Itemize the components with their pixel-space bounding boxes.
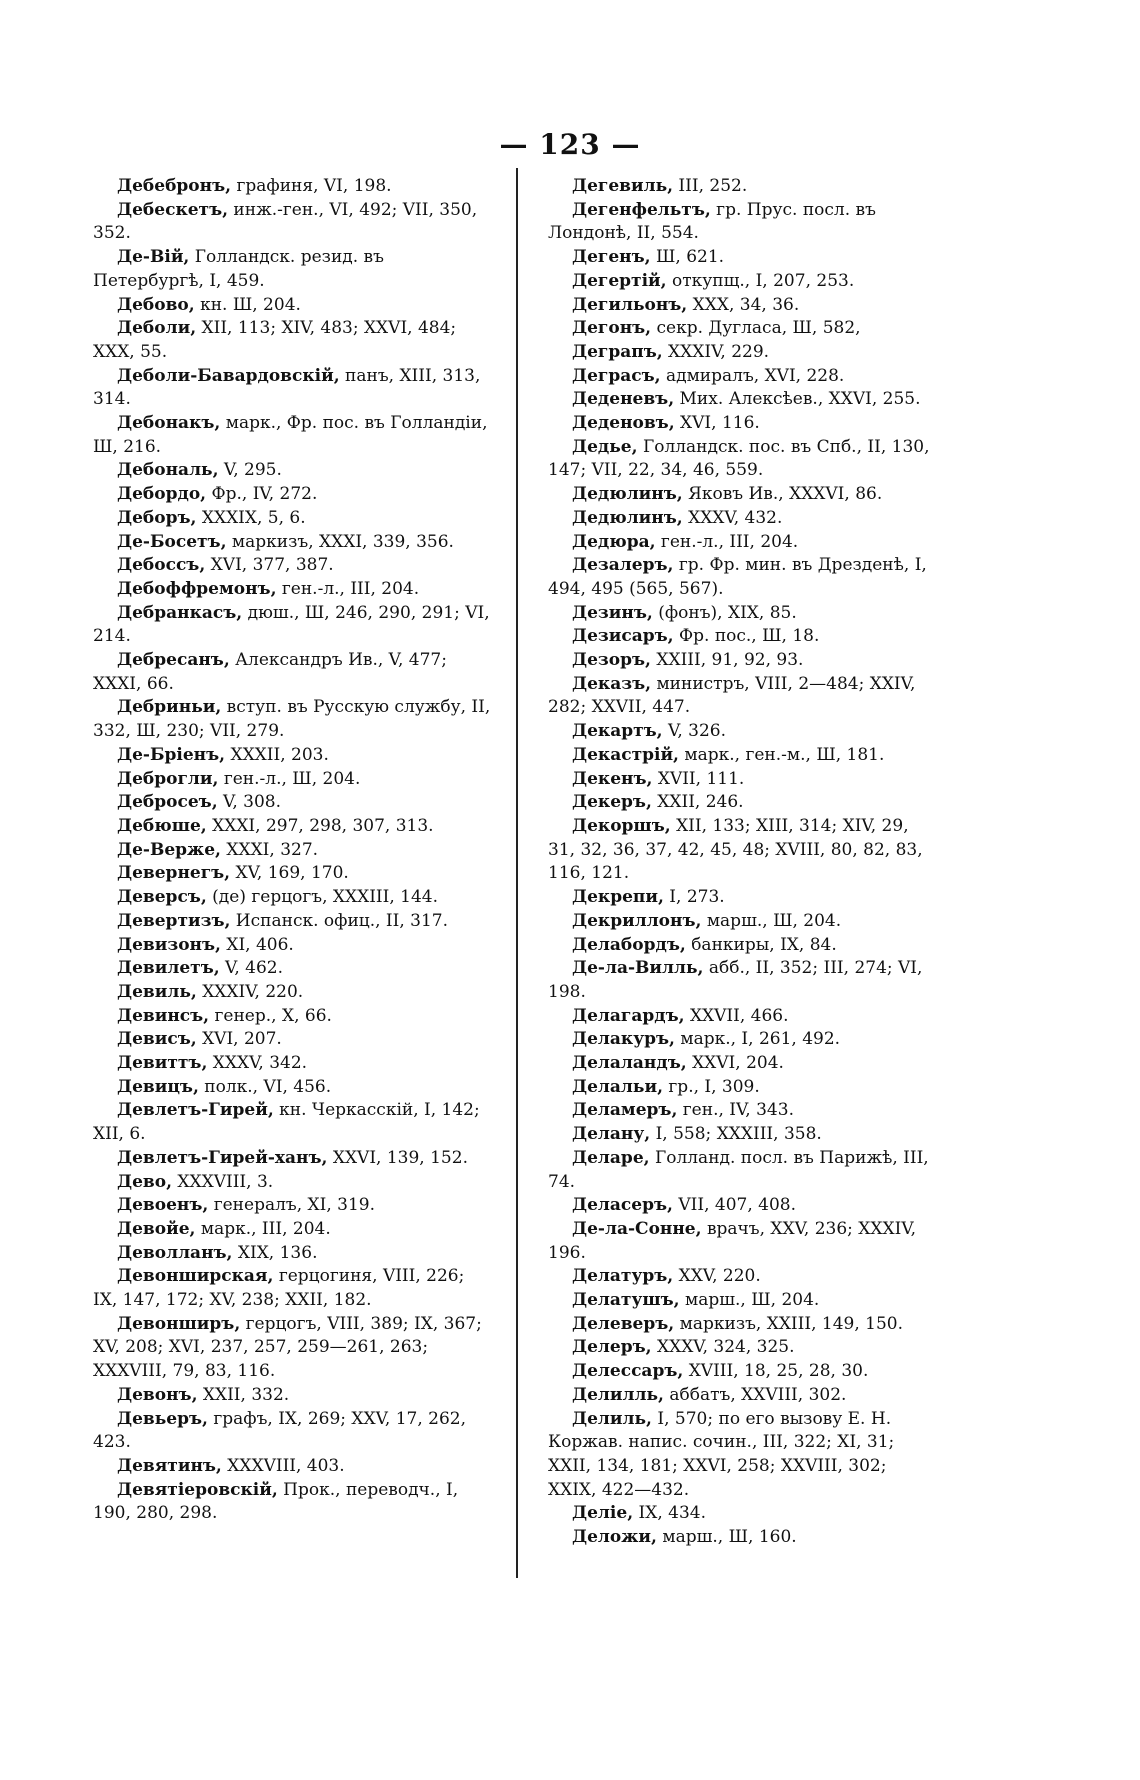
entry-heading: Девоенъ, (117, 1195, 209, 1216)
entry-heading: Делагардъ, (572, 1005, 685, 1026)
entry-references: маркизъ, XXXI, 339, 356. (226, 531, 454, 552)
entry-heading: Дебриньи, (117, 697, 222, 718)
entry-heading: Делальи, (572, 1076, 663, 1097)
entry-references: графъ, IX, 269; XXV, 17, 262, 423. (93, 1408, 467, 1453)
entry-heading: Делеверъ, (572, 1313, 675, 1334)
entry-heading: Деденевъ, (572, 389, 675, 410)
entry-references: XXXI, 327. (220, 839, 319, 860)
index-entry (93, 1455, 493, 1479)
entry-heading: Де-Босетъ, (117, 531, 227, 552)
index-entry (548, 602, 934, 626)
entry-heading: Дедье, (572, 436, 638, 457)
entry-heading: Декрепи, (572, 887, 664, 908)
entry-heading: Декенъ, (572, 768, 653, 789)
entry-references: Ш, 621. (650, 247, 725, 268)
index-entry (548, 1526, 934, 1550)
entry-references: XXVI, 204. (686, 1053, 784, 1074)
entry-references: XXXIV, 229. (662, 341, 770, 362)
index-entry (548, 175, 934, 199)
entry-heading: Девернегъ, (117, 863, 231, 884)
entry-heading: Дебово, (117, 294, 195, 315)
entry-heading: Дебресанъ, (117, 650, 230, 671)
entry-references: Голландск. пос. въ Спб., II, 130, 147; VII, 22, 34, 46, 559. (548, 436, 930, 481)
entry-references: марш., Ш, 204. (679, 1290, 820, 1311)
entry-references: ген.-л., Ш, 204. (218, 768, 361, 789)
entry-references: XII, 113; XIV, 483; XXVI, 484; XXX, 55. (93, 318, 457, 362)
entry-heading: Дебоссъ, (117, 555, 206, 576)
index-entry (93, 1052, 493, 1076)
entry-references: секр. Дугласа, Ш, 582, (651, 318, 861, 339)
index-entry (93, 1099, 493, 1146)
entry-heading: Дебонакъ, (117, 413, 221, 434)
entry-references: марк., Фр. пос. въ Голландіи, Ш, 216. (93, 413, 488, 457)
entry-references: маркизъ, XXIII, 149, 150. (674, 1313, 903, 1334)
index-entry (548, 388, 934, 412)
entry-heading: Делакуръ, (572, 1029, 675, 1050)
index-entry (548, 1265, 934, 1289)
index-entry (93, 1028, 493, 1052)
index-entry (93, 602, 493, 649)
index-entry (548, 1408, 934, 1503)
index-entry (548, 1123, 934, 1147)
entry-references: марк., I, 261, 492. (674, 1029, 841, 1050)
entry-heading: Делаландъ, (572, 1053, 687, 1074)
entry-heading: Делессаръ, (572, 1361, 684, 1382)
index-entry (93, 317, 493, 364)
entry-references: гр. Прус. посл. въ Лондонѣ, II, 554. (548, 199, 876, 244)
entry-heading: Девлетъ-Гирей-ханъ, (117, 1147, 328, 1168)
index-entry (548, 199, 934, 246)
index-entry (93, 1218, 493, 1242)
index-entry (93, 554, 493, 578)
entry-references: аббатъ, XXVIII, 302. (663, 1384, 847, 1405)
entry-references: XV, 169, 170. (230, 863, 349, 884)
index-entry (548, 1052, 934, 1076)
entry-heading: Девилетъ, (117, 958, 220, 979)
index-entry (93, 246, 493, 293)
entry-references: генералъ, XI, 319. (208, 1195, 375, 1216)
index-entry (93, 744, 493, 768)
index-entry (548, 436, 934, 483)
entry-heading: Девиттъ, (117, 1053, 208, 1074)
index-entry (93, 507, 493, 531)
entry-heading: Деволланъ, (117, 1242, 233, 1263)
entry-references: Фр., IV, 272. (206, 484, 318, 505)
entry-heading: Деложи, (572, 1527, 657, 1548)
index-entry (93, 957, 493, 981)
left-column (93, 175, 493, 1526)
entry-heading: Девойе, (117, 1218, 196, 1239)
entry-heading: Дегертій, (572, 270, 667, 291)
entry-references: марк., III, 204. (195, 1218, 331, 1239)
entry-references: VII, 407, 408. (672, 1195, 796, 1216)
entry-heading: Девятіеровскій, (117, 1479, 278, 1500)
entry-references: панъ, XIII, 313, 314. (93, 365, 481, 410)
index-entry (548, 768, 934, 792)
entry-references: XXXV, 324, 325. (651, 1337, 795, 1358)
entry-heading: Дебросеъ, (117, 792, 218, 813)
entry-references: I, 273. (663, 887, 725, 908)
entry-heading: Девисъ, (117, 1029, 197, 1050)
index-entry (548, 483, 934, 507)
entry-references: гр. Фр. мин. въ Дрезденѣ, I, 494, 495 (565, 567). (548, 555, 927, 599)
index-entry (548, 1313, 934, 1337)
index-entry (93, 459, 493, 483)
index-entry (93, 1194, 493, 1218)
index-entry (93, 839, 493, 863)
entry-references: герцогъ, VIII, 389; IX, 367; XV, 208; XVI, 237, 257, 259—261, 263; XXXVIII, 79, 83, 116. (93, 1313, 482, 1382)
entry-heading: Девьеръ, (117, 1408, 208, 1429)
entry-references: министръ, VIII, 2—484; XXIV, 282; XXVII, 447. (548, 673, 916, 718)
index-entry (93, 1005, 493, 1029)
index-entry (93, 862, 493, 886)
index-entry (548, 1099, 934, 1123)
entry-heading: Дегенъ, (572, 247, 651, 268)
index-entry (93, 791, 493, 815)
index-entry (93, 483, 493, 507)
entry-heading: Дебескетъ, (117, 199, 229, 220)
entry-heading: Де-Бріенъ, (117, 744, 226, 765)
entry-heading: Делану, (572, 1124, 651, 1145)
index-entry (548, 1336, 934, 1360)
entry-heading: Дедюлинъ, (572, 507, 683, 528)
entry-heading: Декастрій, (572, 744, 679, 765)
entry-references: вступ. въ Русскую службу, II, 332, Ш, 230; VII, 279. (93, 697, 491, 742)
entry-references: XXIII, 91, 92, 93. (650, 650, 804, 671)
index-entry (93, 768, 493, 792)
entry-heading: Дезисаръ, (572, 626, 674, 647)
index-entry (548, 1076, 934, 1100)
entry-references: ген.-л., III, 204. (655, 531, 799, 552)
entry-heading: Девятинъ, (117, 1455, 222, 1476)
entry-heading: Дебоффремонъ, (117, 578, 277, 599)
entry-references: откупщ., I, 207, 253. (666, 270, 855, 291)
index-entry (93, 1384, 493, 1408)
entry-references: XIX, 136. (232, 1242, 318, 1263)
entry-references: дюш., Ш, 246, 290, 291; VI, 214. (93, 602, 490, 647)
entry-heading: Дедюра, (572, 531, 656, 552)
index-entry (548, 1360, 934, 1384)
entry-heading: Дезинъ, (572, 602, 653, 623)
entry-references: Испанск. офиц., II, 317. (230, 910, 449, 931)
entry-heading: Дебранкасъ, (117, 602, 243, 623)
entry-heading: Деграсъ, (572, 365, 661, 386)
entry-heading: Девиль, (117, 981, 197, 1002)
index-entry (93, 696, 493, 743)
entry-references: V, 462. (219, 958, 284, 979)
entry-references: XXII, 332. (197, 1384, 290, 1405)
entry-heading: Девонъ, (117, 1384, 198, 1405)
entry-references: Александръ Ив., V, 477; XXXI, 66. (93, 650, 447, 694)
entry-heading: Дедюлинъ, (572, 484, 683, 505)
entry-references: абб., II, 352; III, 274; VI, 198. (548, 958, 923, 1002)
entry-heading: Девицъ, (117, 1076, 199, 1097)
entry-heading: Дегенфельтъ, (572, 199, 711, 220)
entry-references: XXXII, 203. (225, 744, 329, 765)
entry-references: III, 252. (673, 176, 748, 196)
index-entry (548, 1289, 934, 1313)
index-entry (93, 1076, 493, 1100)
entry-references: I, 558; XXXIII, 358. (650, 1124, 822, 1145)
entry-references: марк., ген.-м., Ш, 181. (678, 744, 885, 765)
entry-references: V, 326. (662, 721, 726, 742)
index-entry (548, 554, 934, 601)
entry-references: герцогиня, VIII, 226; IX, 147, 172; XV, 238; XXII, 182. (93, 1266, 465, 1311)
index-entry (548, 934, 934, 958)
entry-heading: Деброгли, (117, 768, 219, 789)
entry-references: марш., Ш, 160. (656, 1527, 797, 1548)
entry-references: V, 308. (217, 792, 281, 813)
entry-references: XXV, 220. (673, 1266, 761, 1287)
index-entry (93, 910, 493, 934)
entry-heading: Девонширъ, (117, 1313, 241, 1334)
entry-references: XVI, 377, 387. (205, 555, 334, 576)
entry-references: XXXVIII, 403. (221, 1455, 345, 1476)
index-entry (548, 507, 934, 531)
entry-references: Голландск. резид. въ Петербургѣ, I, 459. (93, 247, 384, 291)
entry-heading: Делабордъ, (572, 934, 686, 955)
entry-references: XXXVIII, 3. (172, 1171, 274, 1192)
entry-heading: Дево, (117, 1171, 173, 1192)
index-entry (548, 1005, 934, 1029)
index-entry (548, 886, 934, 910)
entry-heading: Деліе, (572, 1503, 634, 1524)
entry-references: V, 295. (218, 460, 282, 481)
entry-references: полк., VI, 456. (198, 1076, 332, 1097)
entry-references: XII, 133; XIII, 314; XIV, 29, 31, 32, 36, 37, 42, 45, 48; XVIII, 80, 82, 83, 116, 121. (548, 815, 923, 884)
index-entry (93, 1479, 493, 1526)
index-entry (93, 886, 493, 910)
entry-heading: Деверсъ, (117, 887, 207, 908)
index-entry (548, 365, 934, 389)
index-entry (548, 412, 934, 436)
entry-heading: Делеръ, (572, 1337, 652, 1358)
index-entry (548, 1028, 934, 1052)
entry-heading: Девлетъ-Гирей, (117, 1100, 274, 1121)
index-entry (548, 815, 934, 886)
entry-heading: Деболи, (117, 318, 197, 339)
index-entry (93, 1265, 493, 1312)
entry-heading: Делиль, (572, 1408, 652, 1429)
entry-references: Яковъ Ив., XXXVI, 86. (682, 484, 883, 505)
entry-heading: Декоршъ, (572, 815, 671, 836)
index-entry (93, 531, 493, 555)
index-entry (548, 1384, 934, 1408)
index-entry (93, 365, 493, 412)
entry-heading: Декриллонъ, (572, 910, 702, 931)
entry-references: кн. Черкасскій, I, 142; XII, 6. (93, 1100, 480, 1145)
index-entry (93, 815, 493, 839)
entry-heading: Делатуръ, (572, 1266, 674, 1287)
entry-references: IX, 434. (633, 1503, 707, 1524)
entry-heading: Девонширская, (117, 1266, 274, 1287)
entry-references: банкиры, IX, 84. (685, 934, 837, 955)
index-entry (93, 578, 493, 602)
entry-references: Мих. Алексѣев., XXVI, 255. (674, 389, 921, 410)
entry-heading: Де-Вій, (117, 247, 190, 268)
entry-heading: Де-ла-Сонне, (572, 1218, 702, 1239)
index-entry (93, 1242, 493, 1266)
entry-references: XVI, 207. (196, 1029, 282, 1050)
index-entry (93, 1147, 493, 1171)
index-entry (548, 1194, 934, 1218)
index-entry (93, 294, 493, 318)
index-entry (548, 673, 934, 720)
entry-references: марш., Ш, 204. (701, 910, 842, 931)
entry-heading: Дезалеръ, (572, 555, 674, 576)
right-column (548, 175, 934, 1550)
entry-references: Голланд. посл. въ Парижѣ, III, 74. (548, 1147, 929, 1192)
entry-references: XXXV, 432. (682, 507, 783, 528)
entry-heading: Де-ла-Вилль, (572, 958, 704, 979)
index-entry (93, 981, 493, 1005)
index-entry (93, 1171, 493, 1195)
index-entry (548, 294, 934, 318)
entry-references: XXXIV, 220. (196, 981, 304, 1002)
index-entry (548, 246, 934, 270)
entry-references: I, 570; по его вызову Е. Н. Коржав. напис. сочин., III, 322; XI, 31; XXII, 134, 181; XXVI, 258; XXVIII, 302; XXIX, 422—432. (548, 1408, 895, 1500)
entry-references: XXXI, 297, 298, 307, 313. (206, 815, 434, 836)
index-entry (93, 649, 493, 696)
entry-heading: Деказъ, (572, 673, 652, 694)
entry-references: XVII, 111. (652, 768, 745, 789)
index-entry (93, 934, 493, 958)
entry-references: адмиралъ, XVI, 228. (660, 365, 845, 386)
index-entry (93, 1408, 493, 1455)
entry-heading: Деламеръ, (572, 1100, 678, 1121)
index-entry (548, 341, 934, 365)
entry-references: инж.-ген., VI, 492; VII, 350, 352. (93, 199, 478, 244)
index-entry (548, 744, 934, 768)
entry-heading: Делилль, (572, 1384, 664, 1405)
entry-references: (фонъ), XIX, 85. (652, 602, 797, 623)
entry-heading: Дегильонъ, (572, 294, 688, 315)
index-entry (548, 1147, 934, 1194)
page-number: — 123 — (499, 128, 641, 161)
entry-heading: Деграпъ, (572, 341, 663, 362)
entry-references: (де) герцогъ, XXXIII, 144. (206, 887, 439, 908)
index-entry (548, 957, 934, 1004)
entry-heading: Деборъ, (117, 507, 197, 528)
index-entry (548, 317, 934, 341)
entry-heading: Декеръ, (572, 792, 652, 813)
entry-heading: Дегонъ, (572, 318, 652, 339)
entry-references: врачъ, XXV, 236; XXXIV, 196. (548, 1218, 917, 1263)
entry-references: XXVII, 466. (684, 1005, 789, 1026)
index-entry (548, 531, 934, 555)
entry-heading: Девинсъ, (117, 1005, 210, 1026)
entry-references: XXXIX, 5, 6. (196, 507, 306, 528)
entry-heading: Делатушъ, (572, 1290, 680, 1311)
entry-references: XXII, 246. (651, 792, 744, 813)
index-entry (548, 649, 934, 673)
entry-heading: Деденовъ, (572, 413, 675, 434)
index-entry (548, 625, 934, 649)
entry-references: XXXV, 342. (207, 1053, 308, 1074)
entry-heading: Деларе, (572, 1147, 650, 1168)
entry-references: Фр. пос., Ш, 18. (673, 626, 820, 647)
entry-references: кн. Ш, 204. (194, 294, 301, 315)
entry-heading: Дебюше, (117, 815, 207, 836)
entry-heading: Де-Верже, (117, 839, 221, 860)
entry-references: XXX, 34, 36. (687, 294, 800, 315)
entry-references: XVI, 116. (674, 413, 760, 434)
index-entry (548, 720, 934, 744)
entry-references: XVIII, 18, 25, 28, 30. (683, 1361, 869, 1382)
index-entry (548, 910, 934, 934)
index-entry (93, 199, 493, 246)
entry-references: ген.-л., III, 204. (276, 578, 420, 599)
entry-references: графиня, VI, 198. (231, 176, 392, 196)
entry-references: XXVI, 139, 152. (327, 1147, 468, 1168)
index-entry (93, 1313, 493, 1384)
entry-references: гр., I, 309. (663, 1076, 760, 1097)
entry-heading: Деболи-Бавардовскій, (117, 365, 340, 386)
entry-references: генер., X, 66. (209, 1005, 332, 1026)
entry-references: XI, 406. (220, 934, 294, 955)
entry-heading: Дебебронъ, (117, 176, 232, 196)
entry-references: ген., IV, 343. (677, 1100, 794, 1121)
column-divider (516, 168, 518, 1578)
index-entry (548, 1218, 934, 1265)
entry-heading: Дебональ, (117, 460, 219, 481)
entry-heading: Декартъ, (572, 721, 663, 742)
entry-heading: Дебордо, (117, 484, 207, 505)
entry-references: Прок., переводч., I, 190, 280, 298. (93, 1479, 459, 1524)
index-entry (93, 175, 493, 199)
entry-heading: Девизонъ, (117, 934, 221, 955)
entry-heading: Дегевиль, (572, 176, 674, 196)
index-entry (548, 791, 934, 815)
index-entry (548, 270, 934, 294)
index-entry (93, 412, 493, 459)
entry-heading: Дезоръ, (572, 650, 651, 671)
index-entry (548, 1502, 934, 1526)
entry-heading: Деласеръ, (572, 1195, 673, 1216)
entry-heading: Девертизъ, (117, 910, 231, 931)
